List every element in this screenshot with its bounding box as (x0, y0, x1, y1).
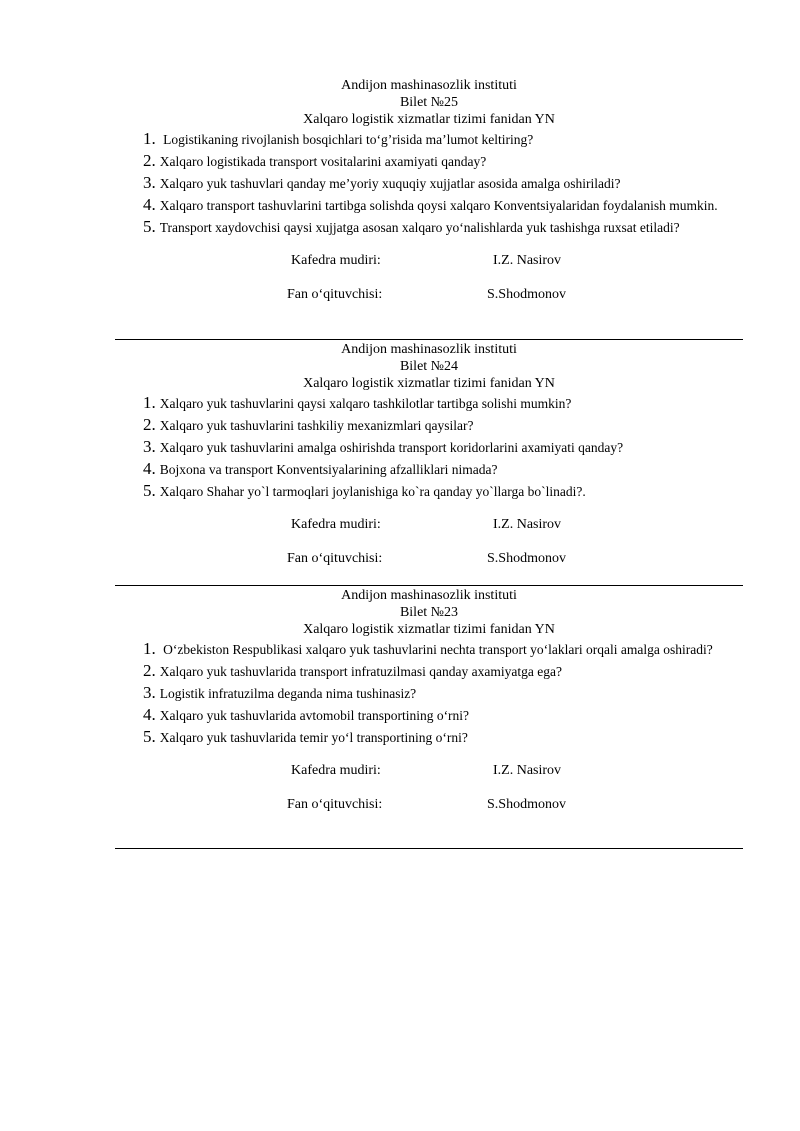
institute-name: Andijon mashinasozlik instituti (341, 78, 517, 93)
question-item (115, 482, 743, 500)
question-text: Xalqaro yuk tashuvlarini tashkiliy mexanizmlari qaysilar? (159, 418, 474, 433)
ticket-bilet-25 (115, 77, 743, 303)
teacher-name: S.Shodmonov (487, 797, 566, 812)
ticket-header (115, 341, 743, 392)
ticket-header (115, 587, 743, 638)
teacher-signature-row (115, 550, 743, 567)
question-item (115, 706, 743, 724)
question-item (115, 640, 743, 658)
ticket-bilet-23 (115, 587, 743, 813)
question-number: 1. (143, 129, 156, 148)
question-text: Xalqaro yuk tashuvlarida transport infratuzilmasi qanday axamiyatga ega? (159, 664, 562, 679)
question-list (115, 640, 743, 746)
question-number: 1. (143, 639, 156, 658)
question-number: 2. (143, 415, 156, 434)
bilet-number: Bilet №23 (399, 605, 459, 620)
question-text: Xalqaro yuk tashuvlarini qaysi xalqaro tashkilotlar tartibga solishi mumkin? (159, 396, 572, 411)
ticket-header (115, 77, 743, 128)
question-text: O‘zbekiston Respublikasi xalqaro yuk tashuvlarini nechta transport yo‘laklari orqali amalga oshiradi? (159, 642, 713, 657)
question-list (115, 394, 743, 500)
question-number: 5. (143, 481, 156, 500)
head-name: I.Z. Nasirov (493, 253, 562, 268)
question-list (115, 130, 743, 236)
bilet-number: Bilet №25 (399, 95, 459, 110)
teacher-name: S.Shodmonov (487, 551, 566, 566)
question-item (115, 130, 743, 148)
head-signature-row (115, 762, 743, 779)
question-number: 2. (143, 151, 156, 170)
question-item (115, 684, 743, 702)
question-item (115, 662, 743, 680)
head-label: Kafedra mudiri: (291, 253, 381, 268)
question-number: 3. (143, 683, 156, 702)
question-text: Transport xaydovchisi qaysi xujjatga asosan xalqaro yo‘nalishlarda yuk tashishga ruxsat etiladi? (159, 220, 680, 235)
head-signature-row (115, 516, 743, 533)
question-number: 4. (143, 195, 156, 214)
question-text: Logistik infratuzilma deganda nima tushinasiz? (159, 686, 417, 701)
question-number: 1. (143, 393, 156, 412)
teacher-label: Fan o‘qituvchisi: (287, 287, 383, 302)
question-item (115, 218, 743, 236)
question-item (115, 196, 743, 214)
question-number: 2. (143, 661, 156, 680)
question-text: Xalqaro yuk tashuvlari qanday me’yoriy xuquqiy xujjatlar asosida amalga oshiriladi? (159, 176, 621, 191)
question-text: Xalqaro logistikada transport vositalarini axamiyati qanday? (159, 154, 487, 169)
head-label: Kafedra mudiri: (291, 763, 381, 778)
ticket-divider (115, 848, 743, 849)
subject-title: Xalqaro logistik xizmatlar tizimi fanidan YN (303, 622, 555, 637)
teacher-name: S.Shodmonov (487, 287, 566, 302)
question-number: 3. (143, 173, 156, 192)
head-name: I.Z. Nasirov (493, 763, 562, 778)
institute-name: Andijon mashinasozlik instituti (341, 588, 517, 603)
teacher-label: Fan o‘qituvchisi: (287, 797, 383, 812)
question-text: Xalqaro Shahar yo`l tarmoqlari joylanishiga ko`ra qanday yo`llarga bo`linadi?. (159, 484, 586, 499)
question-item (115, 152, 743, 170)
question-number: 5. (143, 217, 156, 236)
question-text: Bojxona va transport Konventsiyalarining afzalliklari nimada? (159, 462, 498, 477)
question-number: 3. (143, 437, 156, 456)
question-text: Logistikaning rivojlanish bosqichlari to‘g’risida ma’lumot keltiring? (159, 132, 534, 147)
question-item (115, 174, 743, 192)
ticket-bilet-24 (115, 341, 743, 567)
subject-title: Xalqaro logistik xizmatlar tizimi fanidan YN (303, 112, 555, 127)
teacher-signature-row (115, 796, 743, 813)
institute-name: Andijon mashinasozlik instituti (341, 342, 517, 357)
question-item (115, 394, 743, 412)
head-name: I.Z. Nasirov (493, 517, 562, 532)
subject-title: Xalqaro logistik xizmatlar tizimi fanidan YN (303, 376, 555, 391)
ticket-divider (115, 339, 743, 340)
question-text: Xalqaro yuk tashuvlarini amalga oshirishda transport koridorlarini axamiyati qanday? (159, 440, 624, 455)
question-text: Xalqaro yuk tashuvlarida temir yo‘l transportining o‘rni? (159, 730, 468, 745)
question-number: 5. (143, 727, 156, 746)
question-item (115, 438, 743, 456)
teacher-signature-row (115, 286, 743, 303)
question-number: 4. (143, 705, 156, 724)
head-label: Kafedra mudiri: (291, 517, 381, 532)
bilet-number: Bilet №24 (399, 359, 459, 374)
question-item (115, 460, 743, 478)
question-text: Xalqaro yuk tashuvlarida avtomobil transportining o‘rni? (159, 708, 470, 723)
teacher-label: Fan o‘qituvchisi: (287, 551, 383, 566)
head-signature-row (115, 252, 743, 269)
question-item (115, 728, 743, 746)
question-text: Xalqaro transport tashuvlarini tartibga solishda qoysi xalqaro Konventsiyalaridan foydalanish mumkin. (159, 198, 718, 213)
question-number: 4. (143, 459, 156, 478)
ticket-divider (115, 585, 743, 586)
question-item (115, 416, 743, 434)
